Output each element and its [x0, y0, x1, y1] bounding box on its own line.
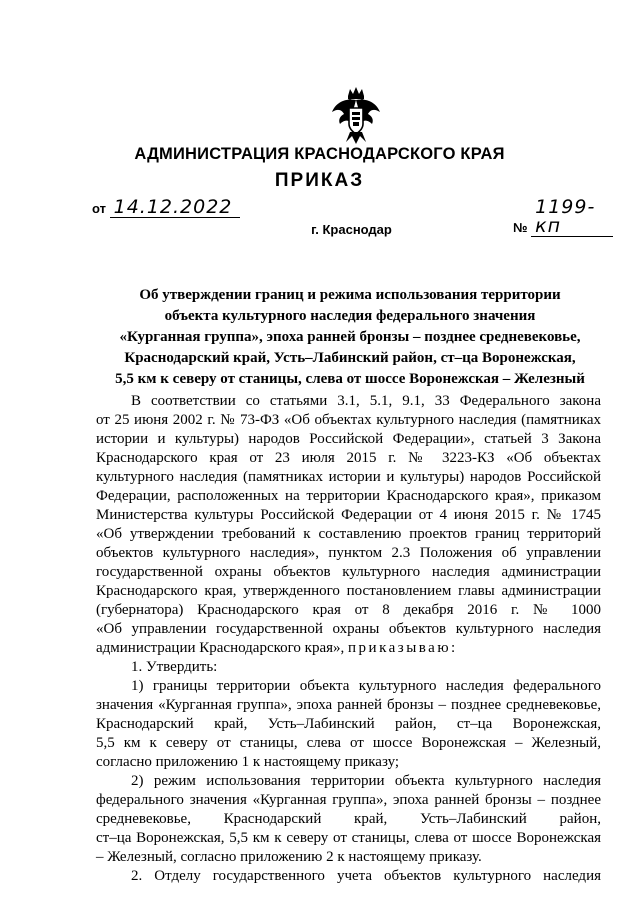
title-line: объекта культурного наследия федерального значения — [164, 308, 536, 324]
document-date — [92, 198, 240, 218]
list-item: 1. Утвердить: — [131, 659, 218, 675]
coat-of-arms-icon — [328, 86, 384, 146]
date-value: 14.12.2022 — [110, 198, 240, 218]
body-line: истории и культуры) народов Российской Федерации», статьей 3 Закона — [96, 431, 601, 447]
body-line: федерального значения «Курганная группа», эпоха ранней бронзы – позднее — [96, 792, 601, 808]
body-line: значения «Курганная группа», эпоха ранней бронзы – позднее средневековье, — [96, 697, 601, 713]
document-title — [95, 285, 605, 390]
list-item: 2. Отделу государственного учета объектов культурного наследия — [131, 868, 601, 884]
title-line: «Курганная группа», эпоха ранней бронзы – позднее средневековье, — [119, 329, 581, 345]
body-line: 2) режим использования территории объекта культурного наследия — [131, 773, 601, 789]
body-line: ст–ца Воронежская, 5,5 км к северу от станицы, слева от шоссе Воронежская — [96, 830, 601, 846]
body-line: Федерации, расположенных на территории Краснодарского края», приказом — [96, 488, 601, 504]
body-line: В соответствии со статьями 3.1, 5.1, 9.1, 33 Федерального закона — [131, 393, 601, 409]
body-line: Краснодарского края, утвержденного постановлением главы администрации — [96, 583, 601, 599]
body-line: согласно приложению 1 к настоящему приказу; — [96, 754, 400, 770]
body-text: администрации Краснодарского края», — [96, 640, 345, 656]
body-line: 5,5 км к северу от станицы, слева от шоссе Воронежская – Железный, — [96, 735, 601, 751]
title-line: 5,5 км к северу от станицы, слева от шоссе Воронежская – Железный — [115, 371, 585, 387]
body-line — [96, 639, 601, 658]
body-line: (губернатора) Краснодарского края от 8 декабря 2016 г. № 1000 — [96, 602, 601, 618]
title-line: Краснодарский край, Усть–Лабинский район, ст–ца Воронежская, — [124, 350, 576, 366]
body-line: объектов культурного наследия», пунктом 2.3 Положения об управлении — [96, 545, 601, 561]
body-line: Краснодарский край, Усть–Лабинский район, ст–ца Воронежская, — [96, 716, 601, 732]
date-prefix: от — [92, 201, 106, 216]
body-line: Министерства культуры Российской Федерации от 4 июня 2015 г. № 1745 — [96, 507, 601, 523]
body-line: Краснодарского края от 23 июля 2015 г. № 3223-КЗ «Об объектах — [96, 450, 601, 466]
body-line: средневековье, Краснодарский край, Усть–Лабинский район, — [96, 811, 601, 827]
body-line: государственной охраны объектов культурного наследия администрации — [96, 564, 601, 580]
spaced-verb: приказываю: — [348, 640, 458, 656]
body-line: – Железный, согласно приложению 2 к настоящему приказу. — [96, 849, 482, 865]
organization-title: АДМИНИСТРАЦИЯ КРАСНОДАРСКОГО КРАЯ — [134, 145, 505, 163]
title-line: Об утверждении границ и режима использования территории — [139, 287, 561, 303]
body-line: «Об управлении государственной охраны объектов культурного наследия — [96, 621, 601, 637]
city: г. Краснодар — [311, 222, 392, 237]
document-body — [96, 392, 601, 886]
number-prefix: № — [513, 220, 528, 235]
document-type: ПРИКАЗ — [274, 170, 365, 191]
body-line: культурного наследия (памятниках истории и культуры) народов Российской — [96, 469, 601, 485]
body-line: 1) границы территории объекта культурного наследия федерального — [131, 678, 601, 694]
body-line: от 25 июня 2002 г. № 73-ФЗ «Об объектах культурного наследия (памятниках — [96, 412, 601, 428]
body-line: «Об утверждении требований к составлению проектов границ территорий — [96, 526, 601, 542]
number-value: 1199-кп — [531, 198, 613, 237]
